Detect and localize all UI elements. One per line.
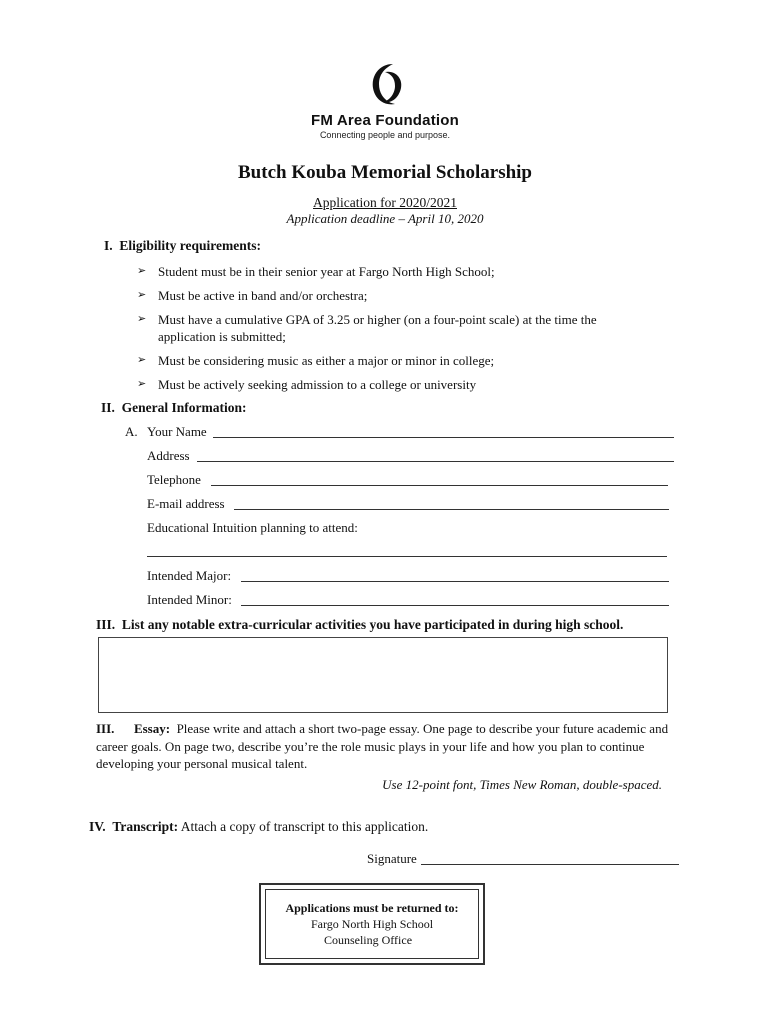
major-label: Intended Major: — [147, 568, 232, 583]
section-title: General Information: — [121, 400, 247, 415]
essay-format-note: Use 12-point font, Times New Roman, double-spaced. — [382, 777, 662, 792]
return-heading: Applications must be returned to: — [285, 901, 459, 915]
essay-heading: Essay: — [133, 721, 171, 736]
section-title: List any notable extra-curricular activities you have participated in during high school. — [121, 617, 624, 632]
major-field[interactable] — [241, 581, 669, 582]
eligibility-bullet: ➢ Must be actively seeking admission to a college or university — [137, 377, 477, 392]
minor-label: Intended Minor: — [147, 592, 232, 607]
return-office: Counseling Office — [323, 933, 413, 947]
transcript-instructions — [89, 819, 428, 835]
school-label: Educational Intuition planning to attend: — [147, 520, 358, 535]
school-field[interactable] — [147, 556, 667, 557]
section-number: III. — [96, 721, 115, 736]
eligibility-bullet: ➢ Must have a cumulative GPA of 3.25 or higher (on a four-point scale) at the time the application is submitted; — [137, 312, 597, 344]
email-label: E-mail address — [147, 496, 225, 511]
section-number: I. — [104, 238, 113, 253]
eligibility-bullet: ➢ Must be considering music as either a major or minor in college; — [137, 353, 495, 368]
address-label: Address — [147, 448, 190, 463]
return-info-box — [259, 883, 485, 965]
section-title: Eligibility requirements: — [119, 238, 262, 253]
page-title: Butch Kouba Memorial Scholarship — [238, 162, 532, 183]
transcript-heading: Transcript: — [112, 819, 179, 834]
subsection-label: A. — [125, 424, 138, 439]
foundation-tagline: Connecting people and purpose. — [319, 130, 451, 140]
section-number: III. — [96, 617, 116, 632]
signature-label: Signature — [367, 851, 417, 866]
application-year: Application for 2020/2021 — [313, 195, 457, 210]
activities-textbox[interactable] — [98, 637, 668, 713]
email-field[interactable] — [234, 509, 669, 510]
foundation-logo — [0, 60, 770, 140]
arrow-bullet-icon: ➢ — [137, 289, 147, 301]
section-eligibility-heading — [104, 238, 261, 254]
section-activities-heading — [96, 617, 623, 633]
minor-field[interactable] — [241, 605, 669, 606]
essay-instructions — [96, 720, 686, 773]
section-number: IV. — [89, 819, 106, 834]
telephone-label: Telephone — [147, 472, 201, 487]
fm-area-foundation-logo-icon — [365, 60, 405, 110]
eligibility-bullet: ➢ Student must be in their senior year at Fargo North High School; — [137, 264, 495, 279]
address-field[interactable] — [197, 461, 674, 462]
return-school: Fargo North High School — [310, 917, 434, 931]
name-field[interactable] — [213, 437, 674, 438]
signature-field[interactable] — [421, 864, 679, 865]
transcript-text: Attach a copy of transcript to this application. — [180, 819, 429, 834]
section-general-heading — [101, 400, 247, 416]
foundation-name: FM Area Foundation — [310, 112, 460, 129]
arrow-bullet-icon: ➢ — [137, 354, 147, 366]
arrow-bullet-icon: ➢ — [137, 313, 147, 325]
application-deadline: Application deadline – April 10, 2020 — [286, 211, 484, 226]
section-number: II. — [101, 400, 115, 415]
name-label: Your Name — [147, 424, 207, 439]
essay-text: Please write and attach a short two-page essay. One page to describe your future academic and career goals. On page two, describe you’re the role music plays in your life and how you plan to continue developing your personal musical talent. — [96, 721, 669, 771]
arrow-bullet-icon: ➢ — [137, 378, 147, 390]
telephone-field[interactable] — [211, 485, 668, 486]
arrow-bullet-icon: ➢ — [137, 265, 147, 277]
eligibility-bullet: ➢ Must be active in band and/or orchestra; — [137, 288, 368, 303]
